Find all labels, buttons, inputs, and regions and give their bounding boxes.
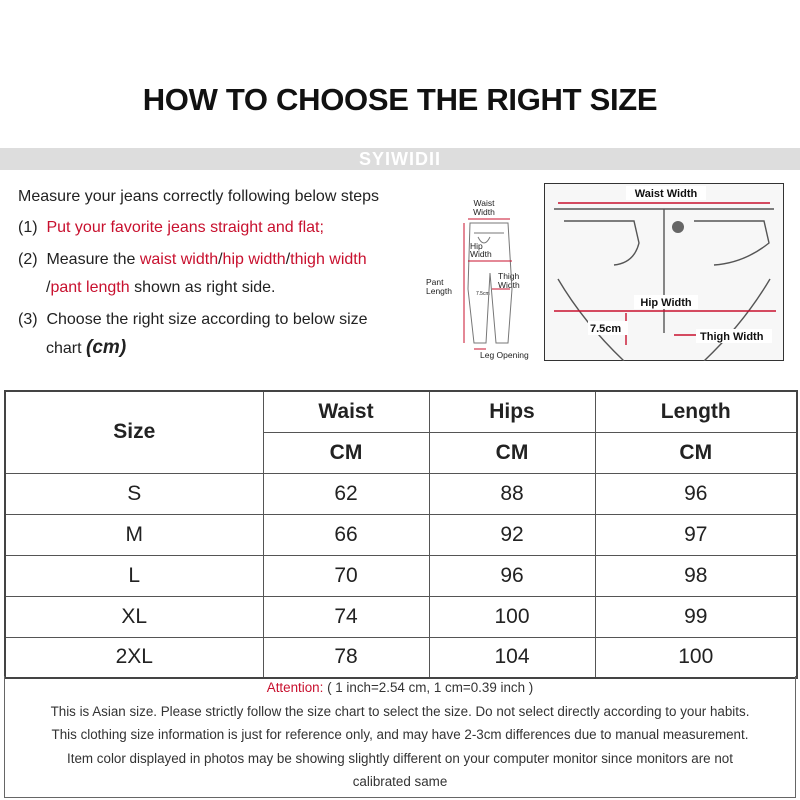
- small-leg-label: Leg Opening: [480, 350, 529, 360]
- small-measure-label: 7.5cm: [476, 291, 490, 297]
- big-waist-label: Waist Width: [634, 188, 698, 200]
- size-cell: S: [5, 473, 263, 514]
- size-cell: 2XL: [5, 637, 263, 678]
- step-2-sep: /: [46, 279, 51, 296]
- brand-watermark: SYIWIDII: [358, 149, 441, 169]
- instructions-intro: Measure your jeans correctly following below steps: [18, 188, 380, 205]
- instruction-step-3-cont: [46, 338, 126, 359]
- size-header: Size: [5, 391, 263, 473]
- step-2-hip: hip width: [222, 251, 286, 268]
- length-cell: 100: [595, 637, 797, 678]
- note-line: This is Asian size. Please strictly follow the size chart to select the size. Do not select directly according to your habits.: [50, 703, 750, 719]
- waist-cell: 74: [263, 596, 429, 637]
- hips-cell: 96: [429, 555, 595, 596]
- waist-header: Waist: [263, 391, 429, 432]
- table-row: [5, 637, 797, 678]
- small-waist-label-2: Width: [473, 207, 495, 217]
- instruction-step-2: [18, 250, 367, 270]
- small-hip-label-2: Width: [470, 249, 492, 259]
- attention-label: Attention:: [266, 680, 324, 695]
- step-2-length: pant length: [50, 279, 130, 296]
- length-header: Length: [595, 391, 797, 432]
- size-notes: [4, 676, 796, 798]
- hips-cell: 104: [429, 637, 595, 678]
- table-row: [5, 514, 797, 555]
- small-thigh-label: Thigh: [498, 271, 520, 281]
- waist-cell: 66: [263, 514, 429, 555]
- jeans-outline-diagram: [424, 193, 542, 361]
- small-waist-label: Waist: [473, 198, 495, 208]
- table-row: [5, 473, 797, 514]
- attention-text: ( 1 inch=2.54 cm, 1 cm=0.39 inch ): [323, 680, 534, 695]
- small-thigh-label-2: Width: [498, 280, 520, 290]
- instruction-step-3: [18, 310, 368, 330]
- length-cell: 98: [595, 555, 797, 596]
- step-2-waist: waist width: [139, 251, 219, 268]
- size-cell: M: [5, 514, 263, 555]
- hips-unit: CM: [429, 432, 595, 473]
- step-3-text-2: chart: [46, 340, 82, 357]
- table-row: [5, 555, 797, 596]
- waist-cell: 78: [263, 637, 429, 678]
- big-thigh-label: Thigh Width: [700, 331, 764, 343]
- step-2-thigh: thigh width: [290, 251, 367, 268]
- length-cell: 99: [595, 596, 797, 637]
- page-title: HOW TO CHOOSE THE RIGHT SIZE: [142, 82, 658, 117]
- step-2-number: (2): [18, 251, 38, 268]
- size-cell: L: [5, 555, 263, 596]
- step-1-text: Put your favorite jeans straight and flat;: [46, 219, 324, 236]
- hips-cell: 92: [429, 514, 595, 555]
- instruction-step-2-cont: [46, 278, 276, 298]
- small-pant-label-2: Length: [426, 286, 452, 296]
- note-line: calibrated same: [352, 774, 448, 789]
- hips-header: Hips: [429, 391, 595, 432]
- waist-unit: CM: [263, 432, 429, 473]
- step-2-post: shown as right side.: [134, 279, 276, 296]
- step-1-number: (1): [18, 219, 38, 236]
- attention-line: [5, 676, 795, 700]
- size-chart-table: [4, 390, 798, 679]
- step-3-number: (3): [18, 311, 38, 328]
- note-line: Item color displayed in photos may be showing slightly different on your computer monitor since monitors are not: [67, 750, 733, 766]
- note-line: This clothing size information is just for reference only, and may have 2-3cm differences due to manual measurement.: [51, 727, 749, 742]
- small-pant-label: Pant: [426, 277, 444, 287]
- step-3-text: Choose the right size according to below size: [46, 311, 368, 328]
- big-measure-label: 7.5cm: [590, 323, 622, 335]
- length-cell: 96: [595, 473, 797, 514]
- length-cell: 97: [595, 514, 797, 555]
- waist-cell: 70: [263, 555, 429, 596]
- step-2-sep: /: [285, 251, 291, 268]
- size-cell: XL: [5, 596, 263, 637]
- step-2-sep: /: [218, 251, 223, 268]
- hips-cell: 88: [429, 473, 595, 514]
- size-unit: (cm): [86, 337, 127, 358]
- length-unit: CM: [595, 432, 797, 473]
- instruction-step-1: [18, 218, 324, 238]
- jeans-closeup-diagram: [544, 183, 784, 361]
- step-2-pre: Measure the: [46, 251, 136, 268]
- hips-cell: 100: [429, 596, 595, 637]
- small-hip-label: Hip: [470, 241, 483, 251]
- table-row: [5, 596, 797, 637]
- waist-cell: 62: [263, 473, 429, 514]
- big-hip-label: Hip Width: [640, 297, 692, 309]
